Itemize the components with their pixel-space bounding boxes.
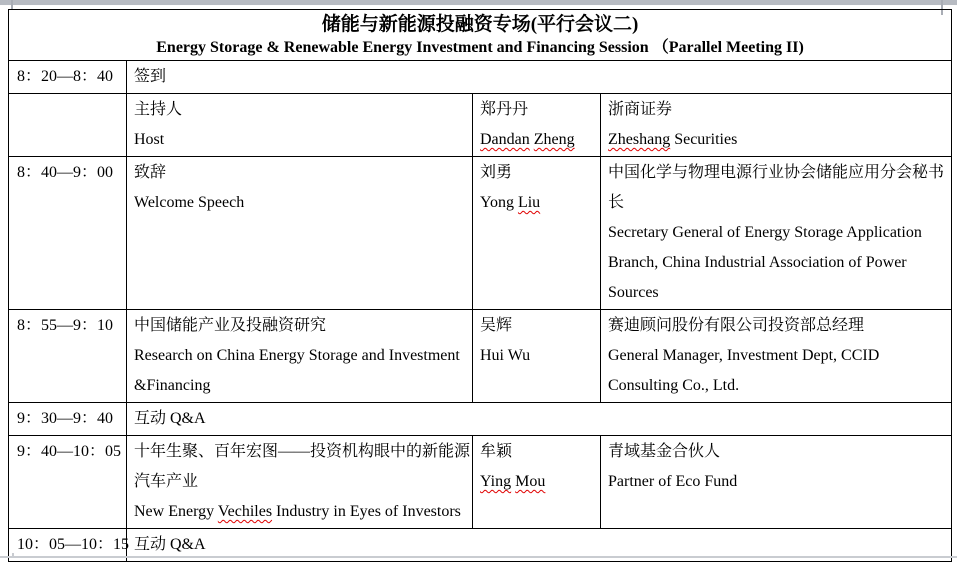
cell-line <box>608 278 945 308</box>
text-run: 郑丹丹 <box>480 101 529 118</box>
cell-line <box>480 311 594 341</box>
cell-line <box>134 467 466 497</box>
speaker-cell <box>473 436 601 529</box>
cell-line <box>134 497 466 527</box>
text-run: 赛迪顾问股份有限公司投资部总经理 <box>608 317 865 334</box>
topic-cell <box>127 157 473 310</box>
text-run: Welcome Speech <box>134 194 245 211</box>
text-run: Secretary General of Energy Storage Application <box>608 224 922 241</box>
misspelled-word: Liu <box>517 194 541 211</box>
speaker-cell <box>473 310 601 403</box>
text-run: 互动 Q&A <box>134 536 206 553</box>
speaker-cell <box>473 157 601 310</box>
cell-line <box>480 437 594 467</box>
affiliation-cell <box>601 94 952 157</box>
table-row <box>9 436 952 529</box>
topic-cell <box>127 436 473 529</box>
span-cell <box>127 61 952 94</box>
cell-line <box>134 95 466 125</box>
topic-cell <box>127 310 473 403</box>
time-cell <box>9 157 127 310</box>
misspelled-word: Dandan <box>480 131 530 148</box>
cell-line <box>608 437 945 467</box>
span-cell <box>127 403 952 436</box>
text-run: 中国储能产业及投融资研究 <box>134 317 327 334</box>
cell-line <box>17 62 120 92</box>
text-run: 8：20—8：40 <box>17 68 114 85</box>
cell-line <box>608 158 945 188</box>
text-run: 签到 <box>134 68 167 85</box>
text-run: 浙商证券 <box>608 101 673 118</box>
misspelled-word: Zheng <box>533 131 575 148</box>
cell-line <box>134 404 945 434</box>
table-row <box>9 157 952 310</box>
page-bottom-edge <box>0 556 957 558</box>
text-run: 青域基金合伙人 <box>608 443 721 460</box>
schedule-body <box>9 10 952 562</box>
text-run: 牟颖 <box>480 443 513 460</box>
time-cell <box>9 403 127 436</box>
session-title-zh: 储能与新能源投融资专场(平行会议二) <box>321 14 639 35</box>
title-row <box>9 10 952 61</box>
text-run: 8：40—9：00 <box>17 164 114 181</box>
affiliation-cell <box>601 310 952 403</box>
text-run: General Manager, Investment Dept, CCID <box>608 347 880 364</box>
text-run: 汽车产业 <box>134 473 199 490</box>
misspelled-word: Vechiles <box>217 503 273 520</box>
cell-line <box>608 371 945 401</box>
text-run: Sources <box>608 284 659 301</box>
text-run: Securities <box>670 131 738 148</box>
speaker-cell <box>473 94 601 157</box>
text-run: 主持人 <box>134 101 183 118</box>
cell-line <box>608 341 945 371</box>
time-cell <box>9 94 127 157</box>
cell-line <box>608 218 945 248</box>
text-run: Yong <box>480 194 518 211</box>
page-top-edge <box>0 0 957 6</box>
cell-line <box>608 125 945 155</box>
cell-line <box>480 188 594 218</box>
cell-line <box>134 125 466 155</box>
text-run: 十年生聚、百年宏图——投资机构眼中的新能源 <box>134 443 471 460</box>
text-run: Branch, China Industrial Association of Power <box>608 254 907 271</box>
cell-line <box>17 158 120 188</box>
text-run: 致辞 <box>134 164 167 181</box>
session-title-cell <box>9 10 952 61</box>
cell-line <box>608 188 945 218</box>
cell-line <box>480 467 594 497</box>
text-run: Consulting Co., Ltd. <box>608 377 740 394</box>
misspelled-word: Zheshang <box>608 131 671 148</box>
text-run: 9：40—10：05 <box>17 443 122 460</box>
cell-line <box>134 311 466 341</box>
text-run: Industry in Eyes of Investors <box>272 503 461 520</box>
text-run: New Energy <box>134 503 218 520</box>
cell-line <box>134 341 466 371</box>
time-cell <box>9 436 127 529</box>
cell-line <box>480 158 594 188</box>
agenda-table <box>8 9 952 562</box>
cell-line <box>17 437 120 467</box>
text-run: 长 <box>608 194 625 211</box>
text-run: 吴辉 <box>480 317 513 334</box>
cell-line <box>608 95 945 125</box>
cell-line <box>17 404 120 434</box>
cell-line <box>134 62 945 92</box>
table-row <box>9 61 952 94</box>
text-run: Host <box>134 131 165 148</box>
text-run: Research on China Energy Storage and Investment <box>134 347 460 364</box>
text-run: Partner of Eco Fund <box>608 473 738 490</box>
cell-line <box>134 158 466 188</box>
text-run: 中国化学与物理电源行业协会储能应用分会秘书 <box>608 164 945 181</box>
text-run: &Financing <box>134 377 211 394</box>
text-run: 8：55—9：10 <box>17 317 114 334</box>
time-cell <box>9 310 127 403</box>
session-title-en: Energy Storage & Renewable Energy Investment and Financing Session （Parallel Meeting II) <box>156 39 804 56</box>
cell-line <box>608 248 945 278</box>
text-run: Hui Wu <box>480 347 531 364</box>
table-row <box>9 310 952 403</box>
cell-line <box>17 311 120 341</box>
misspelled-word: Ying <box>480 473 512 490</box>
table-row <box>9 403 952 436</box>
text-run: 9：30—9：40 <box>17 410 114 427</box>
table-row <box>9 94 952 157</box>
text-run: 互动 Q&A <box>134 410 206 427</box>
affiliation-cell <box>601 157 952 310</box>
topic-cell <box>127 94 473 157</box>
cell-line <box>134 371 466 401</box>
cell-line <box>134 188 466 218</box>
cell-line <box>480 341 594 371</box>
affiliation-cell <box>601 436 952 529</box>
cell-line <box>480 95 594 125</box>
text-run: 刘勇 <box>480 164 513 181</box>
text-run: 10：05—10：15 <box>17 536 130 553</box>
cell-line <box>608 311 945 341</box>
misspelled-word: Mou <box>515 473 546 490</box>
cell-line <box>608 467 945 497</box>
cell-line <box>480 125 594 155</box>
time-cell <box>9 61 127 94</box>
cell-line <box>134 437 471 467</box>
